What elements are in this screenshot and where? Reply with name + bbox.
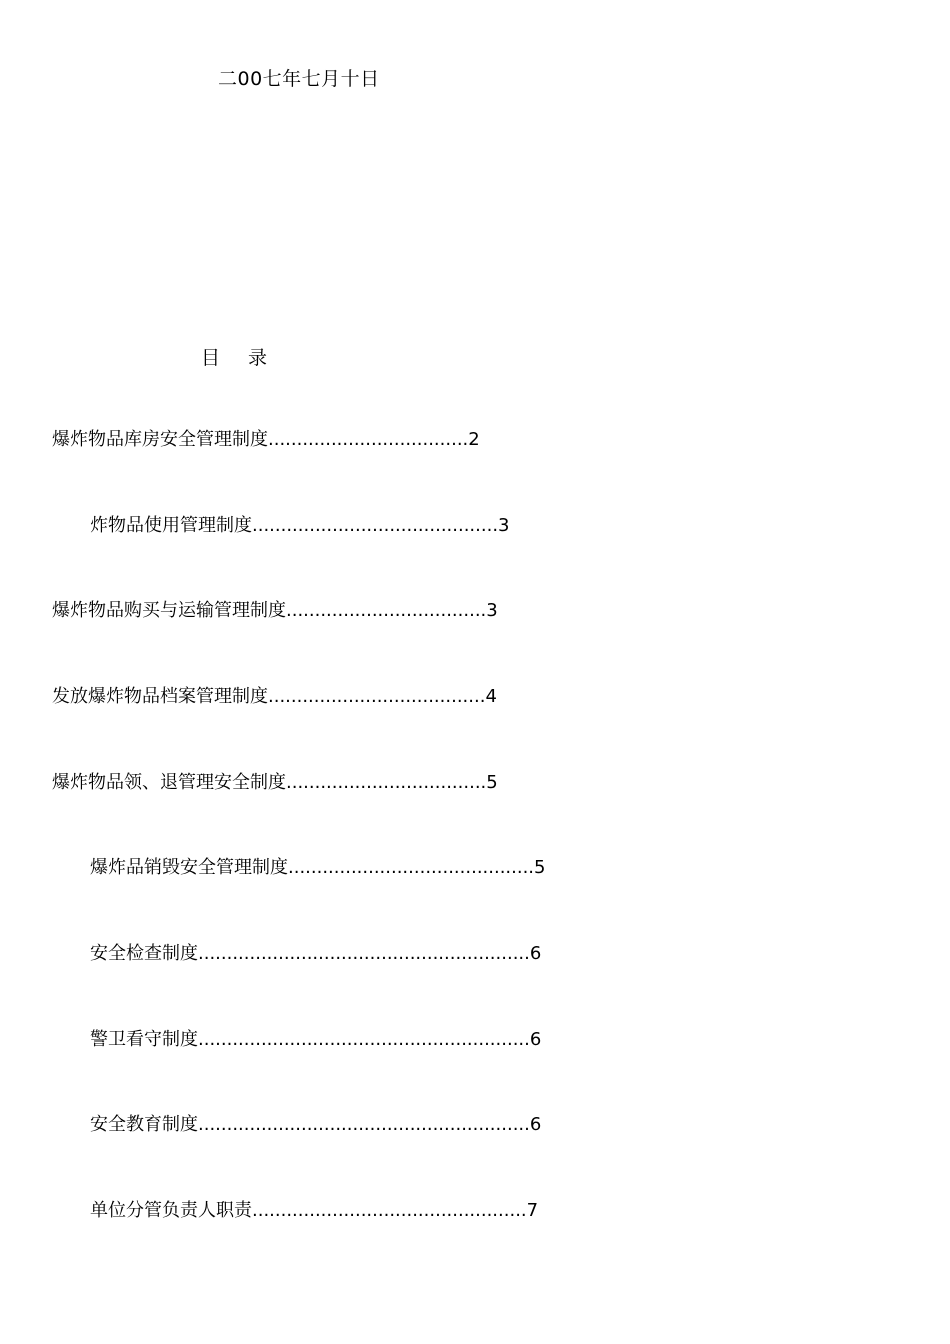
toc-entry[interactable] <box>52 599 498 623</box>
toc-entry-page: 4 <box>485 686 497 707</box>
toc-entry-page: 3 <box>486 600 498 621</box>
toc-entry-title: 发放爆炸物品档案管理制度 <box>52 686 268 707</box>
toc-entry-page: 2 <box>468 429 480 450</box>
toc-entry-title: 爆炸品销毁安全管理制度 <box>90 857 288 878</box>
toc-entry[interactable] <box>90 1113 541 1137</box>
toc-entry[interactable] <box>90 942 541 966</box>
toc-entry-title: 安全教育制度 <box>90 1114 198 1135</box>
toc-entry-leader: ................................... <box>286 772 487 793</box>
toc-entry[interactable] <box>52 685 497 709</box>
toc-title <box>201 343 267 370</box>
toc-entry-title: 单位分管负责人职责 <box>90 1200 252 1221</box>
toc-entry-page: 6 <box>529 1029 542 1050</box>
toc-entry-title: 爆炸物品购买与运输管理制度 <box>52 600 286 621</box>
toc-entry-title: 警卫看守制度 <box>90 1029 198 1050</box>
toc-entry-title: 安全检查制度 <box>90 943 198 964</box>
toc-entry-leader: .......................................... <box>252 515 493 536</box>
toc-entry-leader: ...................................... <box>268 686 486 707</box>
toc-entry-page: 7 <box>526 1200 539 1221</box>
toc-entry[interactable] <box>90 1199 538 1223</box>
toc-entry-page: .3 <box>492 515 510 536</box>
toc-entry-leader: ........................................... <box>288 857 535 878</box>
toc-entry-leader: ................................................ <box>252 1200 527 1221</box>
toc-entry-page: 5 <box>486 772 498 793</box>
toc-entry-page: 5 <box>534 857 546 878</box>
toc-entry-page: 6 <box>529 1114 542 1135</box>
toc-entry-leader: ................................... <box>268 429 469 450</box>
toc-entry[interactable] <box>90 1028 541 1052</box>
toc-entry-leader: .......................................................... <box>198 943 530 964</box>
document-date: 二00七年七月十日 <box>218 68 380 90</box>
toc-entry-leader: ................................... <box>286 600 487 621</box>
toc-entry-leader: .......................................................... <box>198 1114 530 1135</box>
toc-entry[interactable] <box>52 428 480 452</box>
toc-entry-title: 炸物品使用管理制度 <box>90 515 252 536</box>
toc-title-char-1: 目 <box>201 347 221 369</box>
toc-entry-leader: .......................................................... <box>198 1029 530 1050</box>
toc-title-char-2: 录 <box>248 347 268 369</box>
toc-entry[interactable] <box>90 856 546 880</box>
toc-entry-page: 6 <box>529 943 542 964</box>
toc-entry-title: 爆炸物品库房安全管理制度 <box>52 429 268 450</box>
toc-entry[interactable] <box>90 514 510 538</box>
toc-entry[interactable] <box>52 771 498 795</box>
toc-entry-title: 爆炸物品领、退管理安全制度 <box>52 772 286 793</box>
